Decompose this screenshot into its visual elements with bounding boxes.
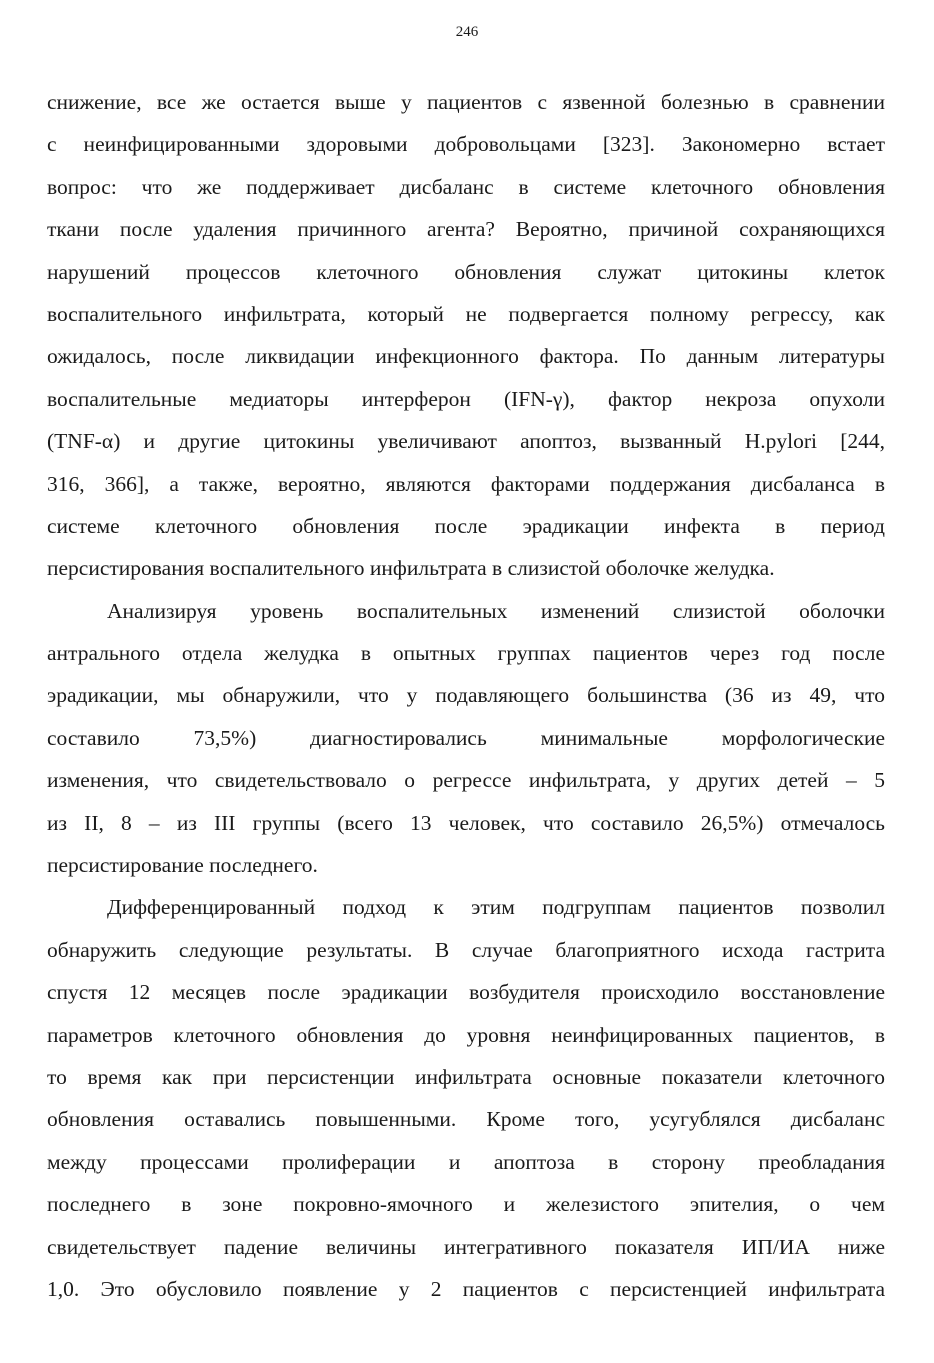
text-line: вопрос: что же поддерживает дисбаланс в системе клеточного обновления (47, 174, 885, 199)
text-line: из II, 8 – из III группы (всего 13 человек, что составило 26,5%) отмечалось (47, 810, 885, 835)
text-line: воспалительные медиаторы интерферон (IFN-γ), фактор некроза опухоли (47, 386, 885, 411)
text-line: нарушений процессов клеточного обновления служат цитокины клеток (47, 259, 885, 284)
text-line: между процессами пролиферации и апоптоза в сторону преобладания (47, 1149, 885, 1174)
text-line: ожидалось, после ликвидации инфекционного фактора. По данным литературы (47, 344, 885, 369)
text-line: (TNF-α) и другие цитокины увеличивают апоптоз, вызванный H.pylori [244, (47, 429, 885, 454)
text-line: антрального отдела желудка в опытных группах пациентов через год после (47, 641, 885, 666)
paragraph (47, 81, 885, 590)
text-line: снижение, все же остается выше у пациентов с язвенной болезнью в сравнении (47, 90, 885, 114)
text-line: эрадикации, мы обнаружили, что у подавляющего большинства (36 из 49, что (47, 683, 885, 708)
text-line: то время как при персистенции инфильтрата основные показатели клеточного (47, 1064, 885, 1089)
text-line: изменения, что свидетельствовало о регрессе инфильтрата, у других детей – 5 (47, 768, 885, 793)
text-line: составило 73,5%) диагностировались минимальные морфологические (47, 725, 885, 750)
text-line: Анализируя уровень воспалительных изменений слизистой оболочки (107, 598, 885, 623)
text-line: персистирование последнего. (47, 853, 318, 878)
text-line: последнего в зоне покровно-ямочного и железистого эпителия, о чем (47, 1192, 885, 1217)
document-body (47, 81, 885, 1310)
paragraph (47, 590, 885, 887)
text-line: 1,0. Это обусловило появление у 2 пациентов с персистенцией инфильтрата (47, 1276, 885, 1301)
text-line: персистирования воспалительного инфильтрата в слизистой оболочке желудка. (47, 556, 775, 581)
text-line: ткани после удаления причинного агента? Вероятно, причиной сохраняющихся (47, 217, 885, 242)
text-line: обновления оставались повышенными. Кроме того, усугублялся дисбаланс (47, 1107, 885, 1132)
text-line: параметров клеточного обновления до уровня неинфицированных пациентов, в (47, 1022, 885, 1047)
text-line: 316, 366], а также, вероятно, являются факторами поддержания дисбаланса в (47, 471, 885, 496)
text-line: системе клеточного обновления после эрадикации инфекта в период (47, 513, 885, 538)
text-line: воспалительного инфильтрата, который не подвергается полному регрессу, как (47, 301, 885, 326)
text-line: спустя 12 месяцев после эрадикации возбудителя происходило восстановление (47, 980, 885, 1005)
paragraph (47, 886, 885, 1310)
page-number: 246 (455, 24, 479, 40)
text-line: Дифференцированный подход к этим подгруппам пациентов позволил (107, 895, 885, 920)
text-line: обнаружить следующие результаты. В случае благоприятного исхода гастрита (47, 937, 885, 962)
text-line: с неинфицированными здоровыми добровольцами [323]. Закономерно встает (47, 132, 885, 157)
text-line: свидетельствует падение величины интегративного показателя ИП/ИА ниже (47, 1234, 885, 1259)
